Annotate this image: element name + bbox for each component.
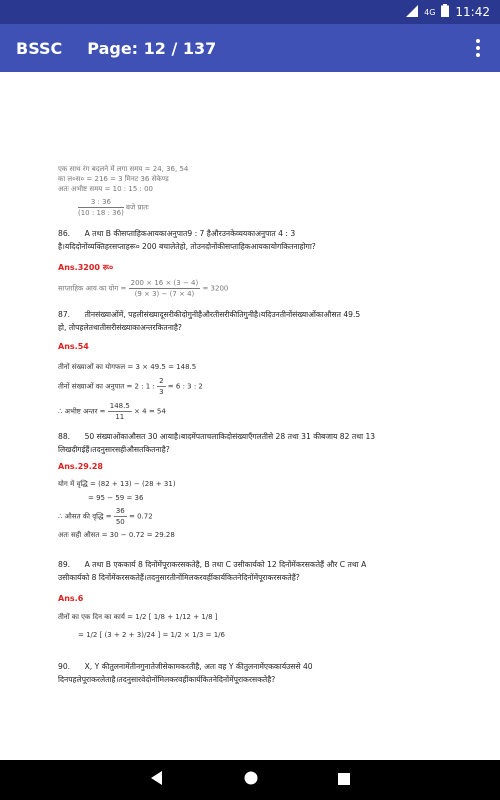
- pdf-page[interactable]: [0, 72, 500, 760]
- solution-89: तीनों का एक दिन का कार्य = 1/2 [ 1/8 + 1/12 + 1/8 ] = 1/2 [ (3 + 2 + 3)/24 ] = 1/2 × 1/3 = 1/6: [58, 613, 225, 639]
- previous-solution-work: एक साथ रंग बदलने में लगा समय = 24, 36, 54 का ल०स० = 216 = 3 मिनट 36 सेकेण्ड अतः अभीष्ट समय = 10 : 15 : 00 $\frac{3 : 36}{(10 : 18 : 36)}$ बजे प्रातः: [58, 165, 189, 217]
- question-88: 88. 50 संख्याओंकाऔसत 30 आयाहै।बादमेंपताचलाकिदोसंख्याएँगलतीसे 28 तथा 31 कीबजाय 82 तथा 13 लिखदीगईहैं।तदनुसारसहीऔसतकितनाहै?: [58, 432, 376, 454]
- solution-87: तीनों संख्याओं का योगफल = 3 × 49.5 = 148.5 तीनों संख्याओं का अनुपात = 2 : 1 : $\frac{2}{3} = 6$ : 3 : 2 ∴ अभीष्ट अन्तर = $\frac{148.5}{11} \times 4 = 54$: [58, 363, 203, 421]
- battery-icon: [441, 4, 449, 20]
- back-icon[interactable]: [149, 770, 165, 790]
- question-86: 86. A तथा B कीसप्ताहिकआयकाअनुपात9 : 7 हैऔरउनकेव्ययकाअनुपात 4 : 3 है।यदिदोनोंव्यक्तिहरसप्ताहरू० 200 बचालेतेहो, तोउनदोनोंकीसप्ताहिकआयकायोगकितनाहोगा?: [58, 229, 316, 251]
- signal-icon: [406, 5, 418, 20]
- question-90: 90. X, Y कीतुलनामेंतीनगुनातेजीसेकामकरतीहै, अतः वह Y कीतुलनामेंएककार्यउससे 40 दिनपहलेपूराकरलेताहै।तदनुसारवेदोनोंमिलकरवहींकार्यकितनेदिनोंमेंपूराकरसकतेहै?: [58, 662, 313, 684]
- clock: 11:42: [455, 5, 490, 19]
- answer-88: Ans.29.28: [58, 462, 103, 471]
- overflow-menu-icon[interactable]: [472, 36, 484, 60]
- answer-87: Ans.54: [58, 342, 89, 351]
- system-nav-bar: [0, 760, 500, 800]
- answer-89: Ans.6: [58, 594, 84, 603]
- status-bar: [0, 0, 500, 24]
- home-icon[interactable]: [243, 770, 259, 790]
- page-indicator: Page: 12 / 137: [87, 38, 217, 58]
- question-89: 89. A तथा B एककार्य 8 दिनोंमेंपूराकरसकतेहै, B तथा C उसीकार्यको 12 दिनोंमेंकरसकतेहैं और C तथा A उसीकार्यको 8 दिनोंमेंकरसकतेहैं।तदनुसारतीनोंमिलकरवहींकार्यकितनेदिनोंमेंपूराकरसकतेहैं?: [58, 560, 367, 582]
- solution-88: योग में वृद्धि = (82 + 13) − (28 + 31) = 95 − 59 = 36 ∴ औसत की वृद्धि = $\frac{36}{50} = 0.72$ अतः सही औसत = 30 − 0.72 = 29.28: [58, 480, 176, 539]
- app-bar: [0, 24, 500, 72]
- answer-86: Ans.3200 रू०: [58, 263, 114, 272]
- question-87: 87. तीनसंख्याओंमें, पहलीसंख्यादूसरीकीदोगुनीहैऔरतीसरीकीतिगुनीहै।यदिउनतीनोंसंख्याओंकाऔसत 49.5 हो, तोपहलेतथातीसरीसंख्याकाअन्तरकितनाहै?: [58, 310, 361, 332]
- app-title: BSSC: [16, 38, 63, 58]
- solution-86: साप्ताहिक आय का योग = $\frac{200 \times 16 \times (3 - 4)}{(9 \times 3) - (7 \times 4)} = 3200$: [58, 279, 229, 298]
- network-type: 4G: [424, 7, 436, 17]
- recents-icon[interactable]: [337, 771, 351, 790]
